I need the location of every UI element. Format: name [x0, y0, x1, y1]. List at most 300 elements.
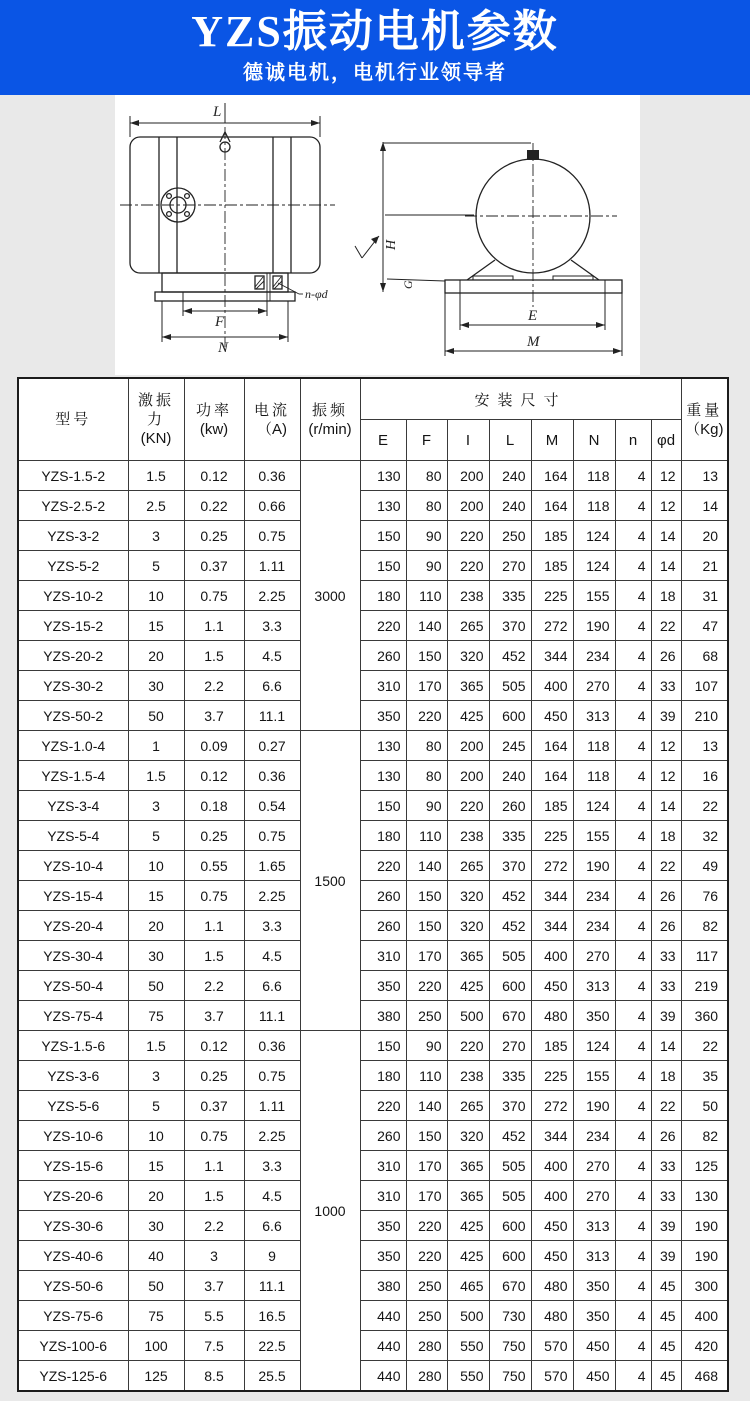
cell-power: 0.22 [184, 491, 244, 521]
cell-dim-n: 4 [615, 1001, 651, 1031]
cell-dim-N: 124 [573, 1031, 615, 1061]
cell-dim-n: 4 [615, 1121, 651, 1151]
cell-dim-N: 190 [573, 851, 615, 881]
cell-dim-F: 220 [406, 701, 447, 731]
table-row [18, 611, 728, 641]
cell-dim-I: 425 [447, 971, 489, 1001]
cell-dim-φd: 45 [651, 1331, 681, 1361]
cell-power: 1.5 [184, 1181, 244, 1211]
col-header-weight: 重量 （Kg) [681, 378, 728, 461]
table-row [18, 521, 728, 551]
cell-dim-F: 90 [406, 791, 447, 821]
cell-dim-F: 90 [406, 551, 447, 581]
cell-dim-n: 4 [615, 1061, 651, 1091]
cell-force: 3 [128, 1061, 184, 1091]
col-header-dim-n: n [615, 420, 651, 461]
cell-dim-n: 4 [615, 911, 651, 941]
cell-force: 1.5 [128, 761, 184, 791]
cell-dim-E: 180 [360, 1061, 406, 1091]
table-row [18, 1211, 728, 1241]
cell-dim-n: 4 [615, 1211, 651, 1241]
cell-dim-I: 238 [447, 1061, 489, 1091]
cell-weight: 14 [681, 491, 728, 521]
cell-power: 0.55 [184, 851, 244, 881]
cell-dim-φd: 26 [651, 911, 681, 941]
cell-weight: 125 [681, 1151, 728, 1181]
cell-weight: 468 [681, 1361, 728, 1392]
spec-table-section [0, 375, 750, 1392]
table-row [18, 941, 728, 971]
cell-power: 0.12 [184, 761, 244, 791]
cell-model: YZS-50-4 [18, 971, 128, 1001]
cell-weight: 300 [681, 1271, 728, 1301]
cell-dim-L: 270 [489, 1031, 531, 1061]
cell-dim-n: 4 [615, 641, 651, 671]
cell-frequency: 3000 [300, 461, 360, 731]
cell-weight: 22 [681, 1031, 728, 1061]
cell-dim-F: 170 [406, 1151, 447, 1181]
cell-dim-E: 350 [360, 971, 406, 1001]
cell-dim-φd: 14 [651, 1031, 681, 1061]
cell-dim-M: 185 [531, 551, 573, 581]
cell-dim-n: 4 [615, 1151, 651, 1181]
cell-dim-F: 80 [406, 731, 447, 761]
motor-dimension-diagram [115, 95, 640, 375]
cell-current: 0.75 [244, 821, 300, 851]
col-header-dim-I: I [447, 420, 489, 461]
cell-weight: 82 [681, 1121, 728, 1151]
cell-dim-n: 4 [615, 521, 651, 551]
cell-weight: 219 [681, 971, 728, 1001]
cell-dim-φd: 39 [651, 701, 681, 731]
cell-dim-F: 110 [406, 1061, 447, 1091]
cell-dim-N: 450 [573, 1361, 615, 1392]
cell-power: 2.2 [184, 971, 244, 1001]
cell-dim-L: 670 [489, 1001, 531, 1031]
cell-dim-L: 245 [489, 731, 531, 761]
col-header-current: 电流 （A) [244, 378, 300, 461]
cell-force: 50 [128, 1271, 184, 1301]
cell-dim-F: 280 [406, 1361, 447, 1392]
cell-dim-I: 320 [447, 1121, 489, 1151]
cell-weight: 13 [681, 461, 728, 491]
cell-dim-n: 4 [615, 791, 651, 821]
cell-dim-φd: 14 [651, 551, 681, 581]
cell-dim-N: 350 [573, 1301, 615, 1331]
cell-weight: 117 [681, 941, 728, 971]
cell-dim-φd: 45 [651, 1361, 681, 1392]
cell-current: 1.65 [244, 851, 300, 881]
cell-dim-n: 4 [615, 881, 651, 911]
cell-dim-L: 370 [489, 1091, 531, 1121]
cell-dim-L: 240 [489, 491, 531, 521]
cell-dim-M: 164 [531, 461, 573, 491]
table-row [18, 1031, 728, 1061]
cell-dim-F: 140 [406, 1091, 447, 1121]
cell-dim-φd: 39 [651, 1241, 681, 1271]
cell-dim-L: 270 [489, 551, 531, 581]
cell-model: YZS-20-4 [18, 911, 128, 941]
cell-dim-φd: 26 [651, 641, 681, 671]
cell-current: 0.36 [244, 761, 300, 791]
cell-model: YZS-75-4 [18, 1001, 128, 1031]
cell-weight: 47 [681, 611, 728, 641]
cell-dim-L: 370 [489, 611, 531, 641]
cell-power: 3 [184, 1241, 244, 1271]
cell-dim-I: 200 [447, 491, 489, 521]
cell-dim-n: 4 [615, 1361, 651, 1392]
cell-dim-I: 200 [447, 461, 489, 491]
cell-dim-n: 4 [615, 821, 651, 851]
cell-current: 0.75 [244, 521, 300, 551]
cell-dim-M: 185 [531, 521, 573, 551]
cell-dim-I: 500 [447, 1001, 489, 1031]
cell-dim-φd: 33 [651, 1151, 681, 1181]
cell-dim-n: 4 [615, 1181, 651, 1211]
cell-power: 3.7 [184, 1001, 244, 1031]
cell-dim-N: 118 [573, 461, 615, 491]
banner-title: YZS振动电机参数 [191, 7, 559, 56]
cell-dim-M: 450 [531, 1211, 573, 1241]
end-view-drawing [355, 142, 622, 356]
cell-dim-N: 313 [573, 1211, 615, 1241]
cell-model: YZS-30-6 [18, 1211, 128, 1241]
banner [0, 0, 750, 95]
cell-current: 2.25 [244, 881, 300, 911]
cell-dim-M: 450 [531, 1241, 573, 1271]
cell-power: 7.5 [184, 1331, 244, 1361]
cell-dim-F: 250 [406, 1301, 447, 1331]
cell-current: 11.1 [244, 1271, 300, 1301]
cell-dim-E: 440 [360, 1301, 406, 1331]
cell-force: 5 [128, 821, 184, 851]
cell-dim-L: 260 [489, 791, 531, 821]
col-header-mount-dimensions: 安装尺寸 [360, 378, 681, 420]
cell-dim-I: 465 [447, 1271, 489, 1301]
cell-dim-L: 505 [489, 671, 531, 701]
cell-dim-F: 140 [406, 851, 447, 881]
cell-power: 2.2 [184, 1211, 244, 1241]
cell-dim-I: 238 [447, 581, 489, 611]
cell-power: 0.25 [184, 521, 244, 551]
col-header-dim-E: E [360, 420, 406, 461]
table-row [18, 851, 728, 881]
cell-dim-N: 155 [573, 1061, 615, 1091]
cell-dim-N: 450 [573, 1331, 615, 1361]
cell-model: YZS-1.5-6 [18, 1031, 128, 1061]
cell-dim-N: 313 [573, 701, 615, 731]
cell-weight: 400 [681, 1301, 728, 1331]
cell-model: YZS-20-6 [18, 1181, 128, 1211]
cell-dim-I: 425 [447, 1241, 489, 1271]
table-row [18, 491, 728, 521]
cell-power: 3.7 [184, 1271, 244, 1301]
dim-label-E: E [528, 308, 538, 324]
cell-dim-M: 344 [531, 641, 573, 671]
cell-dim-M: 400 [531, 1181, 573, 1211]
cell-model: YZS-5-6 [18, 1091, 128, 1121]
cell-dim-E: 380 [360, 1271, 406, 1301]
cell-dim-M: 570 [531, 1361, 573, 1392]
cell-force: 10 [128, 851, 184, 881]
cell-power: 0.75 [184, 581, 244, 611]
cell-force: 40 [128, 1241, 184, 1271]
col-header-dim-phid: φd [651, 420, 681, 461]
table-row [18, 461, 728, 491]
cell-dim-F: 150 [406, 641, 447, 671]
table-row [18, 761, 728, 791]
cell-weight: 49 [681, 851, 728, 881]
cell-dim-E: 150 [360, 1031, 406, 1061]
cell-weight: 35 [681, 1061, 728, 1091]
cell-current: 6.6 [244, 971, 300, 1001]
table-row [18, 581, 728, 611]
cell-dim-n: 4 [615, 1091, 651, 1121]
cell-dim-L: 335 [489, 581, 531, 611]
cell-force: 50 [128, 701, 184, 731]
cell-dim-N: 124 [573, 551, 615, 581]
cell-current: 0.36 [244, 1031, 300, 1061]
cell-model: YZS-1.0-4 [18, 731, 128, 761]
table-row [18, 1091, 728, 1121]
cell-model: YZS-30-4 [18, 941, 128, 971]
cell-dim-φd: 33 [651, 1181, 681, 1211]
cell-dim-I: 238 [447, 821, 489, 851]
cell-current: 25.5 [244, 1361, 300, 1392]
dim-label-M: M [527, 334, 540, 350]
cell-power: 2.2 [184, 671, 244, 701]
cell-dim-n: 4 [615, 701, 651, 731]
table-row [18, 1271, 728, 1301]
table-row [18, 671, 728, 701]
cell-current: 6.6 [244, 1211, 300, 1241]
col-header-power: 功率 (kw) [184, 378, 244, 461]
cell-force: 20 [128, 1181, 184, 1211]
cell-power: 0.12 [184, 461, 244, 491]
cell-current: 0.36 [244, 461, 300, 491]
cell-dim-L: 600 [489, 971, 531, 1001]
cell-dim-N: 190 [573, 1091, 615, 1121]
cell-power: 1.1 [184, 911, 244, 941]
cell-weight: 76 [681, 881, 728, 911]
cell-dim-φd: 26 [651, 881, 681, 911]
cell-dim-E: 350 [360, 1211, 406, 1241]
dim-label-N: N [218, 340, 229, 356]
cell-model: YZS-5-2 [18, 551, 128, 581]
cell-dim-E: 350 [360, 1241, 406, 1271]
cell-current: 2.25 [244, 1121, 300, 1151]
cell-model: YZS-15-6 [18, 1151, 128, 1181]
cell-dim-L: 600 [489, 1241, 531, 1271]
cell-force: 3 [128, 521, 184, 551]
cell-dim-F: 250 [406, 1001, 447, 1031]
cell-weight: 20 [681, 521, 728, 551]
table-row [18, 1151, 728, 1181]
cell-dim-N: 234 [573, 1121, 615, 1151]
cell-dim-N: 270 [573, 1181, 615, 1211]
cell-dim-F: 110 [406, 581, 447, 611]
cell-weight: 210 [681, 701, 728, 731]
cell-current: 3.3 [244, 611, 300, 641]
cell-dim-L: 600 [489, 701, 531, 731]
table-row [18, 731, 728, 761]
cell-dim-E: 440 [360, 1361, 406, 1392]
cell-model: YZS-50-6 [18, 1271, 128, 1301]
cell-model: YZS-15-4 [18, 881, 128, 911]
table-row [18, 1361, 728, 1392]
cell-current: 3.3 [244, 911, 300, 941]
cell-dim-n: 4 [615, 491, 651, 521]
col-header-dim-M: M [531, 420, 573, 461]
cell-power: 0.75 [184, 1121, 244, 1151]
cell-dim-φd: 12 [651, 461, 681, 491]
cell-dim-E: 130 [360, 491, 406, 521]
cell-dim-M: 400 [531, 671, 573, 701]
table-row [18, 1121, 728, 1151]
cell-dim-L: 452 [489, 1121, 531, 1151]
cell-model: YZS-50-2 [18, 701, 128, 731]
cell-dim-E: 180 [360, 821, 406, 851]
cell-dim-I: 320 [447, 641, 489, 671]
cell-dim-N: 234 [573, 641, 615, 671]
cell-dim-M: 344 [531, 1121, 573, 1151]
spec-table-header [18, 378, 728, 461]
cell-force: 15 [128, 611, 184, 641]
dim-label-holes: n-φd [305, 287, 328, 301]
cell-dim-E: 350 [360, 701, 406, 731]
cell-dim-φd: 12 [651, 731, 681, 761]
cell-power: 5.5 [184, 1301, 244, 1331]
cell-dim-E: 310 [360, 671, 406, 701]
table-row [18, 791, 728, 821]
cell-dim-L: 335 [489, 1061, 531, 1091]
cell-force: 75 [128, 1001, 184, 1031]
col-header-dim-N: N [573, 420, 615, 461]
cell-model: YZS-3-4 [18, 791, 128, 821]
cell-force: 30 [128, 941, 184, 971]
dim-label-L: L [213, 104, 222, 120]
cell-dim-φd: 33 [651, 671, 681, 701]
cell-weight: 32 [681, 821, 728, 851]
cell-force: 15 [128, 1151, 184, 1181]
dim-label-G: G [401, 280, 415, 289]
cell-dim-M: 450 [531, 701, 573, 731]
cell-dim-L: 750 [489, 1361, 531, 1392]
cell-dim-I: 425 [447, 701, 489, 731]
cell-dim-M: 164 [531, 731, 573, 761]
cell-dim-F: 220 [406, 1241, 447, 1271]
cell-power: 0.12 [184, 1031, 244, 1061]
cell-power: 1.5 [184, 941, 244, 971]
cell-power: 0.25 [184, 821, 244, 851]
cell-force: 20 [128, 641, 184, 671]
cell-dim-N: 234 [573, 881, 615, 911]
cell-dim-E: 310 [360, 1151, 406, 1181]
cell-current: 0.27 [244, 731, 300, 761]
cell-dim-φd: 39 [651, 1001, 681, 1031]
table-row [18, 821, 728, 851]
cell-dim-F: 90 [406, 1031, 447, 1061]
cell-model: YZS-20-2 [18, 641, 128, 671]
cell-force: 50 [128, 971, 184, 1001]
cell-dim-F: 280 [406, 1331, 447, 1361]
cell-power: 3.7 [184, 701, 244, 731]
cell-dim-φd: 22 [651, 1091, 681, 1121]
cell-force: 125 [128, 1361, 184, 1392]
cell-dim-N: 270 [573, 941, 615, 971]
cell-frequency: 1500 [300, 731, 360, 1031]
cell-model: YZS-40-6 [18, 1241, 128, 1271]
cell-dim-n: 4 [615, 1331, 651, 1361]
drawing-strip [0, 95, 750, 375]
cell-dim-n: 4 [615, 1031, 651, 1061]
cell-dim-N: 124 [573, 521, 615, 551]
cell-dim-F: 150 [406, 881, 447, 911]
cell-dim-M: 400 [531, 941, 573, 971]
table-row [18, 1241, 728, 1271]
col-header-dim-F: F [406, 420, 447, 461]
cell-dim-n: 4 [615, 551, 651, 581]
cell-weight: 31 [681, 581, 728, 611]
cell-dim-φd: 39 [651, 1211, 681, 1241]
cell-force: 100 [128, 1331, 184, 1361]
dim-label-H: H [384, 239, 399, 250]
cell-weight: 13 [681, 731, 728, 761]
cell-current: 1.11 [244, 551, 300, 581]
cell-dim-N: 234 [573, 911, 615, 941]
cell-dim-L: 750 [489, 1331, 531, 1361]
spec-table-body [18, 461, 728, 1392]
cell-dim-φd: 33 [651, 941, 681, 971]
cell-current: 0.66 [244, 491, 300, 521]
cell-force: 5 [128, 551, 184, 581]
cell-dim-M: 164 [531, 491, 573, 521]
cell-dim-E: 260 [360, 641, 406, 671]
cell-power: 0.09 [184, 731, 244, 761]
cell-model: YZS-1.5-4 [18, 761, 128, 791]
cell-power: 1.1 [184, 611, 244, 641]
cell-model: YZS-10-4 [18, 851, 128, 881]
cell-dim-I: 220 [447, 521, 489, 551]
cell-dim-n: 4 [615, 971, 651, 1001]
cell-dim-I: 265 [447, 851, 489, 881]
cell-current: 0.54 [244, 791, 300, 821]
table-row [18, 1301, 728, 1331]
cell-model: YZS-3-2 [18, 521, 128, 551]
cell-dim-φd: 33 [651, 971, 681, 1001]
cell-model: YZS-30-2 [18, 671, 128, 701]
cell-dim-N: 124 [573, 791, 615, 821]
table-row [18, 701, 728, 731]
cell-current: 9 [244, 1241, 300, 1271]
cell-dim-M: 480 [531, 1001, 573, 1031]
cell-dim-E: 130 [360, 761, 406, 791]
cell-dim-I: 365 [447, 941, 489, 971]
cell-power: 0.25 [184, 1061, 244, 1091]
cell-dim-L: 335 [489, 821, 531, 851]
cell-power: 0.37 [184, 551, 244, 581]
cell-model: YZS-75-6 [18, 1301, 128, 1331]
cell-dim-F: 140 [406, 611, 447, 641]
cell-dim-E: 220 [360, 851, 406, 881]
cell-dim-M: 272 [531, 851, 573, 881]
cell-dim-M: 480 [531, 1271, 573, 1301]
cell-dim-E: 220 [360, 611, 406, 641]
cell-weight: 130 [681, 1181, 728, 1211]
cell-power: 8.5 [184, 1361, 244, 1392]
cell-dim-φd: 12 [651, 491, 681, 521]
technical-drawings [115, 95, 640, 375]
